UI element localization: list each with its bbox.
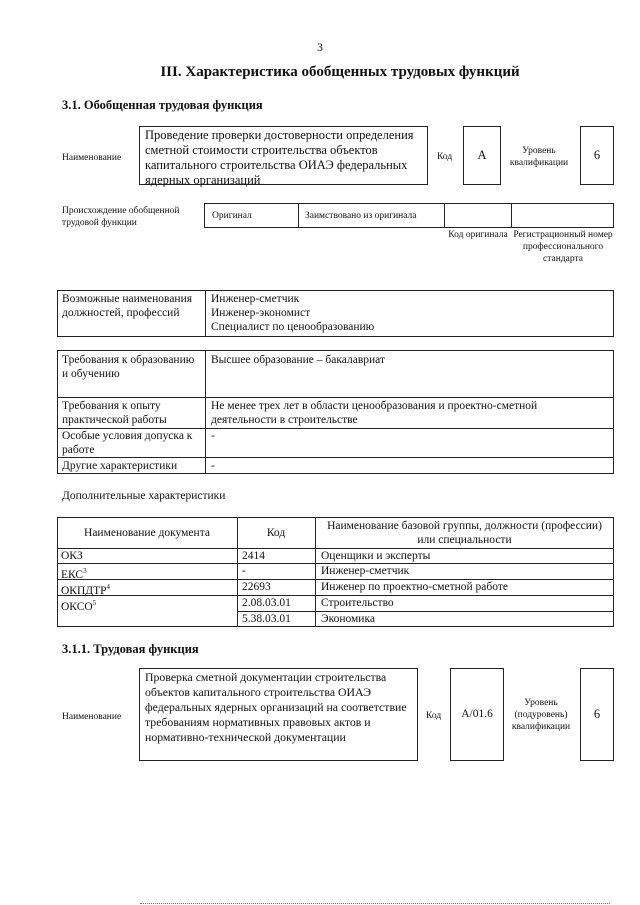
tf-heading: 3.1.1. Трудовая функция <box>62 642 199 656</box>
tf-name-box <box>139 668 418 761</box>
tf-level-label: Уровень (подуровень) квалификации <box>511 698 571 732</box>
additional-row-4-doc: ОКСО$^5$ <box>61 599 97 613</box>
additional-row-3-doc: ОКПДТР$^4$ <box>61 583 111 597</box>
req-value-conditions: - <box>211 430 215 442</box>
req-label-education: Требования к образованию и обучению <box>62 354 195 380</box>
additional-row-1-doc: ОКЗ <box>61 550 83 562</box>
req-value-other: - <box>211 460 215 472</box>
origin-borrowed: Заимствовано из оригинала <box>305 211 417 221</box>
req-label-conditions: Особые условия допуска к работе <box>62 430 193 456</box>
additional-row-2-doc: ЕКС$^3$ <box>61 567 87 581</box>
ogtf-level-value: 6 <box>580 126 614 185</box>
additional-row-5-name: Экономика <box>321 613 375 625</box>
ogtf-level-label: Уровень квалификации <box>509 146 569 168</box>
position-3: Специалист по ценообразованию <box>211 321 375 333</box>
origin-original: Оригинал <box>212 211 252 221</box>
section-title: III. Характеристика обобщенных трудовых функций <box>160 64 520 80</box>
tf-code-value: A/01.6 <box>450 668 504 761</box>
tf-level-value: 6 <box>580 668 614 761</box>
ogtf-name-value: Проведение проверки достоверности определения сметной стоимости строительства объектов капитального строительства ОИАЭ федеральных ядерных организаций <box>145 128 414 187</box>
additional-row-2-code: - <box>242 565 246 577</box>
tf-name-value: Проверка сметной документации строительства объектов капитального строительства ОИАЭ федеральных ядерных организаций на соответствие требованиям нормативных правовых актов и нормативно-технической документации <box>145 670 407 744</box>
ogtf-name-label: Наименование <box>62 153 122 163</box>
position-1: Инженер-сметчик <box>211 293 300 305</box>
additional-header-name: Наименование базовой группы, должности (профессии) или специальности <box>327 520 602 546</box>
origin-label: Происхождение обобщенной трудовой функции <box>62 206 180 228</box>
req-label-experience: Требования к опыту практической работы <box>62 400 167 426</box>
additional-row-3-name: Инженер по проектно-сметной работе <box>321 581 508 593</box>
ogtf-code-value: A <box>463 126 501 185</box>
ogtf-heading: 3.1. Обобщенная трудовая функция <box>62 98 263 112</box>
req-value-education: Высшее образование – бакалавриат <box>211 354 385 366</box>
additional-row-4-code: 2.08.03.01 <box>242 597 291 609</box>
additional-row-4-name: Строительство <box>321 597 394 609</box>
origin-code-caption: Код оригинала <box>448 230 508 240</box>
additional-row-3-code: 22693 <box>242 581 271 593</box>
page-number: 3 <box>317 42 323 54</box>
ogtf-code-label: Код <box>437 152 453 162</box>
additional-row-1-code: 2414 <box>242 550 265 562</box>
position-2: Инженер-экономист <box>211 307 311 319</box>
positions-label: Возможные наименования должностей, профессий <box>62 293 193 319</box>
req-value-experience: Не менее трех лет в области ценообразования и проектно-сметной деятельности в строительстве <box>211 400 538 426</box>
additional-header-code: Код <box>266 527 286 539</box>
additional-header-doc: Наименование документа <box>84 527 210 539</box>
req-label-other: Другие характеристики <box>62 460 178 472</box>
tf-name-label: Наименование <box>62 712 122 722</box>
additional-row-1-name: Оценщики и эксперты <box>321 550 431 562</box>
additional-heading: Дополнительные характеристики <box>62 490 226 502</box>
tf-code-label: Код <box>426 711 442 721</box>
origin-reg-caption: Регистрационный номер профессионального стандарта <box>513 230 613 264</box>
ogtf-name-box <box>139 126 428 185</box>
additional-row-5-code: 5.38.03.01 <box>242 613 291 625</box>
additional-row-2-name: Инженер-сметчик <box>321 565 410 577</box>
